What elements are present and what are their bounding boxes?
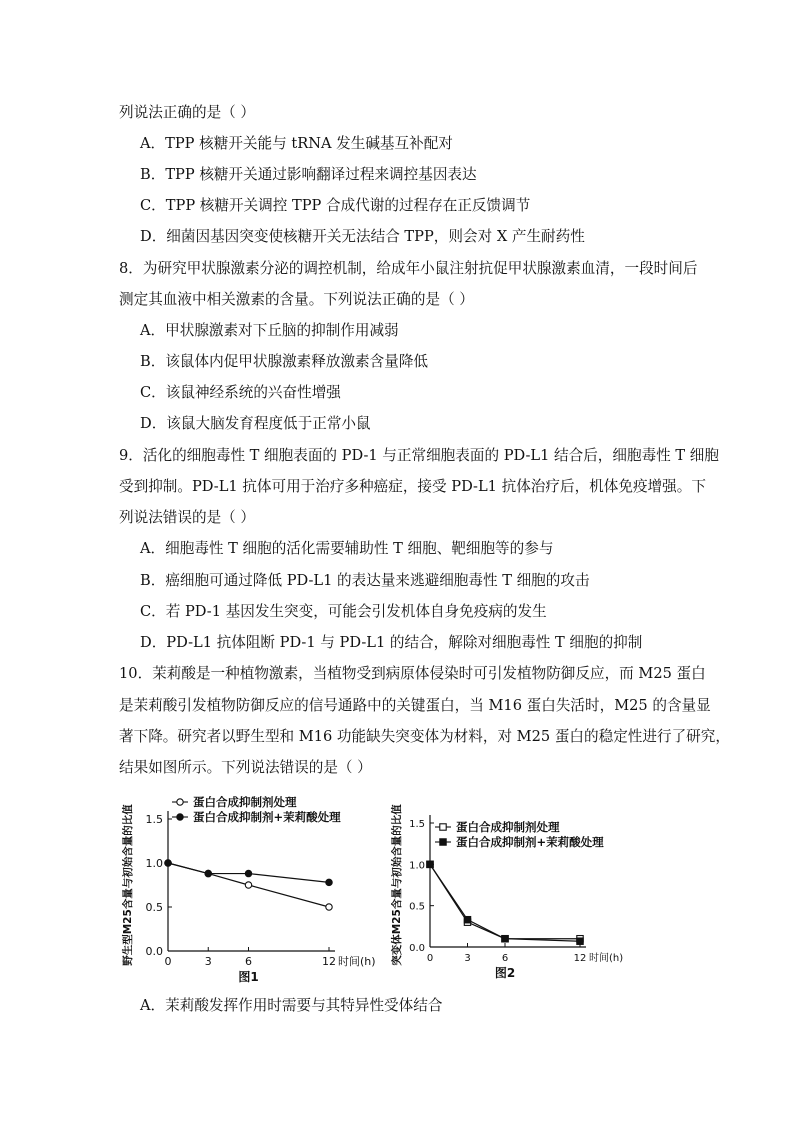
legend-marker [440,824,446,830]
legend-label: 蛋白合成抑制剂处理 [193,795,297,809]
question-stem-line: 8．为研究甲状腺激素分泌的调控机制，给成年小鼠注射抗促甲状腺激素血清，一段时间后 [119,260,698,277]
y-tick-label: 0.0 [145,945,163,958]
chart-figure-2 [388,782,638,990]
answer-option: B．TPP 核糖开关通过影响翻译过程来调控基因表达 [140,166,477,183]
y-tick-label: 1.0 [409,860,425,872]
answer-option-a: A．茉莉酸发挥作用时需要与其特异性受体结合 [140,997,443,1014]
question-stem-line: 是茉莉酸引发植物防御反应的信号通路中的关键蛋白，当 M16 蛋白失活时，M25 的含量显 [119,697,711,714]
question-stem-line: 测定其血液中相关激素的含量。下列说法正确的是（ ） [119,291,474,308]
answer-option: A．TPP 核糖开关能与 tRNA 发生碱基互补配对 [140,135,453,152]
legend-label: 蛋白合成抑制剂处理 [456,820,560,834]
data-point-series-2 [502,936,508,942]
question-stem-line: 9．活化的细胞毒性 T 细胞表面的 PD-1 与正常细胞表面的 PD-L1 结合后，细胞毒性 T 细胞 [119,447,719,464]
question-stem-line: 列说法错误的是（ ） [119,509,255,526]
x-tick-label: 0 [164,955,172,968]
answer-option: A．细胞毒性 T 细胞的活化需要辅助性 T 细胞、靶细胞等的参与 [140,540,554,557]
x-axis-label: 时间(h) [589,953,624,964]
answer-option: C．该鼠神经系统的兴奋性增强 [140,384,341,401]
y-tick-label: 0.5 [145,901,163,914]
answer-option: D．PD-L1 抗体阻断 PD-1 与 PD-L1 的结合，解除对细胞毒性 T 细胞的抑制 [140,634,643,651]
figure-caption: 图2 [494,966,516,980]
x-tick-label: 3 [204,955,212,968]
answer-option: B．癌细胞可通过降低 PD-L1 的表达量来逃避细胞毒性 T 细胞的攻击 [140,572,590,589]
x-tick-label: 6 [245,955,252,968]
x-tick-label: 12 [322,955,336,968]
question-stem-line: 受到抑制。PD-L1 抗体可用于治疗多种癌症，接受 PD-L1 抗体治疗后，机体免疫增强。下 [119,478,706,495]
legend-label: 蛋白合成抑制剂+茉莉酸处理 [456,835,604,849]
data-point-series-2 [165,860,171,866]
y-tick-label: 1.5 [409,819,425,830]
data-point-series-1 [326,904,332,910]
y-axis-label: 野生型M25含量与初始含量的比值 [122,804,134,966]
x-tick-label: 0 [426,953,434,964]
data-point-series-1 [245,882,251,888]
data-point-series-2 [577,938,583,944]
series-line-1 [430,864,580,938]
x-tick-label: 12 [573,953,587,964]
y-tick-label: 0.0 [409,943,425,954]
answer-option: C．若 PD-1 基因发生突变，可能会引发机体自身免疫病的发生 [140,603,547,620]
answer-option: C．TPP 核糖开关调控 TPP 合成代谢的过程存在正反馈调节 [140,197,531,214]
answer-option: B．该鼠体内促甲状腺激素释放激素含量降低 [140,353,429,370]
answer-option: A．甲状腺激素对下丘脑的抑制作用减弱 [140,322,399,339]
data-point-series-2 [245,870,251,876]
answer-option: D．该鼠大脑发育程度低于正常小鼠 [140,415,371,432]
data-point-series-2 [464,917,470,923]
legend-marker [440,839,446,845]
data-point-series-2 [326,879,332,885]
question-stem-line: 10．茉莉酸是一种植物激素，当植物受到病原体侵染时可引发植物防御反应，而 M25 蛋白 [119,665,706,682]
legend-label: 蛋白合成抑制剂+茉莉酸处理 [193,810,341,824]
y-axis-label: 突变体M25含量与初始含量的比值 [391,804,403,966]
x-tick-label: 6 [501,953,509,964]
legend-marker [177,814,183,820]
y-tick-label: 1.0 [145,857,163,870]
legend-marker [177,799,183,805]
y-tick-label: 0.5 [409,901,425,913]
x-axis-label: 时间(h) [338,955,376,968]
question-stem-line: 结果如图所示。下列说法错误的是（ ） [119,759,372,776]
chart-figure-1 [118,782,383,990]
data-point-series-2 [427,861,433,867]
y-tick-label: 1.5 [145,813,163,826]
question-stem-line: 著下降。研究者以野生型和 M16 功能缺失突变体为材料，对 M25 蛋白的稳定性进行了研究， [119,728,730,745]
x-tick-label: 3 [464,953,471,964]
series-line-2 [430,864,580,941]
question-stem-line: 列说法正确的是（ ） [119,104,255,121]
data-point-series-2 [205,870,211,876]
answer-option: D．细菌因基因突变使核糖开关无法结合 TPP，则会对 X 产生耐药性 [140,228,585,245]
figure-caption: 图1 [238,970,259,984]
